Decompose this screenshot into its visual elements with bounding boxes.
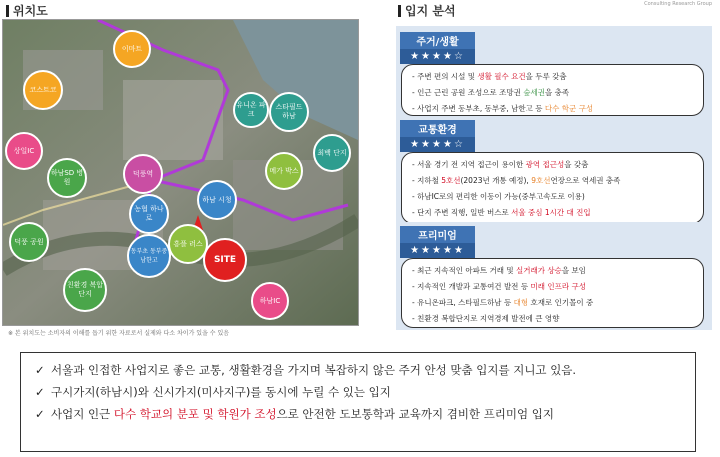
location-map	[2, 19, 359, 326]
living-row: - 사업지 주변 동부초, 동부중, 남한고 등 다수 학군 구성	[412, 104, 594, 113]
premium-row: - 지속적인 개발과 교통여건 발전 등 미래 인프라 구성	[412, 282, 586, 291]
premium-row: - 친환경 복합단지로 지역경제 발전에 큰 영향	[412, 314, 560, 323]
map-pin-schools[interactable]: 동부초 동부중 남한고	[127, 234, 171, 278]
map-pin-sangil-ic[interactable]: 상일IC	[5, 132, 43, 170]
map-pin-deokpung-station[interactable]: 덕풍역	[123, 154, 163, 194]
header-bar-icon	[6, 5, 9, 17]
map-pin-costco[interactable]: 코스트코	[23, 70, 63, 110]
summary-line: ✓ 서울과 인접한 사업지로 좋은 교통, 생활환경을 가지며 복잡하지 않은 주거 안성 맞춤 입지를 지니고 있음.	[35, 359, 681, 381]
section-transport-card	[401, 152, 704, 224]
map-pin-city-hall[interactable]: 하남 시청	[197, 180, 237, 220]
transport-row: - 지하철 5호선(2023년 개통 예정), 9호선연장으로 역세권 충족	[412, 176, 621, 185]
check-icon: ✓	[35, 407, 45, 421]
section-living-stars: ★★★★☆	[400, 49, 475, 64]
map-pin-emart[interactable]: 이마트	[113, 30, 151, 68]
section-transport-stars: ★★★★☆	[400, 137, 475, 152]
section-living-title: 주거/생활	[400, 32, 475, 49]
map-disclaimer: ※ 본 위치도는 소비자의 이해를 돕기 위한 자료로서 실제와 다소 차이가 있을 수 있음	[8, 330, 230, 337]
map-pin-megabox[interactable]: 메가 박스	[265, 152, 303, 190]
map-pin-eco-complex[interactable]: 친환경 복합단지	[63, 268, 107, 312]
transport-row: - 단지 주변 직행, 일반 버스로 서울 중심 1시간 대 진입	[412, 208, 591, 217]
map-pin-starfield-hanam[interactable]: 스타필드 하남	[269, 92, 309, 132]
transport-row: - 서울 경기 전 지역 접근이 용이한 광역 접근성을 갖춤	[412, 160, 589, 169]
section-transport-title: 교통환경	[400, 120, 475, 137]
check-icon: ✓	[35, 363, 45, 377]
living-row: - 주변 편의 시설 및 생활 필수 요건을 두루 갖춤	[412, 72, 567, 81]
summary-line: ✓ 구시가지(하남시)와 신시가지(미사지구)를 동시에 누릴 수 있는 입지	[35, 381, 681, 403]
section-premium-title: 프리미엄	[400, 226, 475, 243]
map-pin-complex[interactable]: 최백 단지	[313, 134, 351, 172]
map-pin-nonghyup[interactable]: 농협 하나로	[129, 194, 169, 234]
map-pin-deokpung-park[interactable]: 덕풍 공원	[9, 222, 49, 262]
analysis-header	[398, 2, 456, 19]
transport-row: - 하남IC로의 편리한 이동이 가능(중부고속도로 이용)	[412, 192, 585, 201]
map-pin-hanam-ic[interactable]: 하남IC	[251, 282, 289, 320]
analysis-title: 입지 분석	[405, 4, 456, 18]
check-icon: ✓	[35, 385, 45, 399]
map-pin-hanam-sd-hospital[interactable]: 하남SD 병원	[47, 158, 87, 198]
map-pin-homeplus[interactable]: 흥플 러스	[168, 224, 208, 264]
top-note: Consulting Research Group	[644, 1, 712, 7]
location-header	[6, 2, 48, 19]
location-title: 위치도	[13, 4, 48, 18]
premium-row: - 최근 지속적인 아파트 거래 및 실거래가 상승을 보임	[412, 266, 586, 275]
summary-line: ✓ 사업지 인근 다수 학교의 분포 및 학원가 조성으로 안전한 도보통학과 교육까지 겸비한 프리미엄 입지	[35, 403, 681, 425]
section-premium-stars: ★★★★★	[400, 243, 475, 258]
header-bar-icon	[398, 5, 401, 17]
living-row: - 인근 근린 공원 조성으로 조망권 숲세권을 충족	[412, 88, 570, 97]
summary-box	[20, 352, 696, 452]
map-pin-site[interactable]: SITE	[203, 238, 247, 282]
section-living-card	[401, 64, 704, 116]
map-pin-union-park[interactable]: 유니온 파크	[233, 92, 269, 128]
premium-row: - 유니온파크, 스타필드하남 등 대형 호재로 인기몰이 중	[412, 298, 594, 307]
section-premium-card	[401, 258, 704, 328]
